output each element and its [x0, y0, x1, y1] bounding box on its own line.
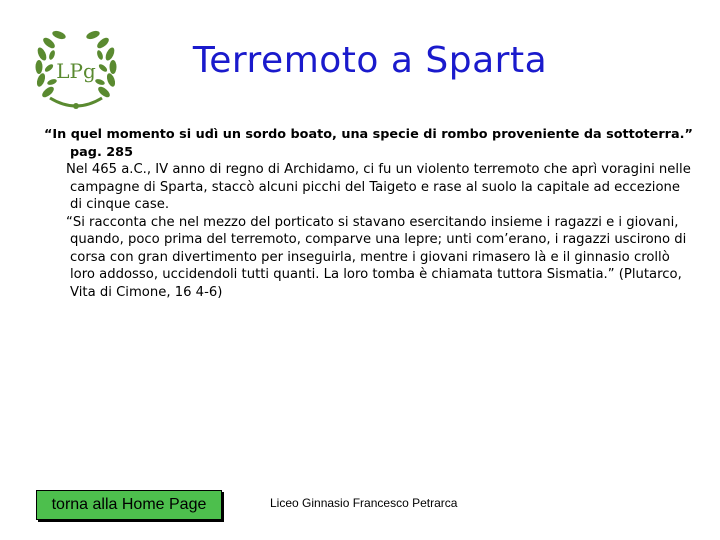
home-page-button[interactable]: torna alla Home Page	[36, 490, 222, 520]
historical-paragraph: Nel 465 a.C., IV anno di regno di Archidamo, ci fu un violento terremoto che aprì voragini nelle campagne di Sparta, staccò alcuni picchi del Taigeto e rase al suolo la capitale ad eccezione di cinque case.	[66, 162, 691, 212]
opening-quote: “In quel momento si udì un sordo boato, una specie di rombo proveniente da sottoterra.” pag. 285	[44, 127, 693, 160]
svg-text:LPg: LPg	[56, 59, 96, 83]
footer-school-name: Liceo Ginnasio Francesco Petrarca	[270, 496, 458, 510]
article-body	[44, 126, 694, 301]
laurel-wreath-logo-icon	[28, 22, 124, 118]
page-title: Terremoto a Sparta	[192, 40, 548, 81]
plutarch-quote: “Si racconta che nel mezzo del porticato si stavano esercitando insieme i ragazzi e i giovani, quando, poco prima del terremoto, comparve una lepre; unti com’erano, i ragazzi uscirono di corsa con gran divertimento per inseguirla, mentre i giovani rimasero là e il ginnasio crollò loro addosso, uccidendoli tutti quanti. La loro tomba è chiamata tuttora Sismatia.” (Plutarco, Vita di Cimone, 16 4-6)	[66, 214, 687, 300]
